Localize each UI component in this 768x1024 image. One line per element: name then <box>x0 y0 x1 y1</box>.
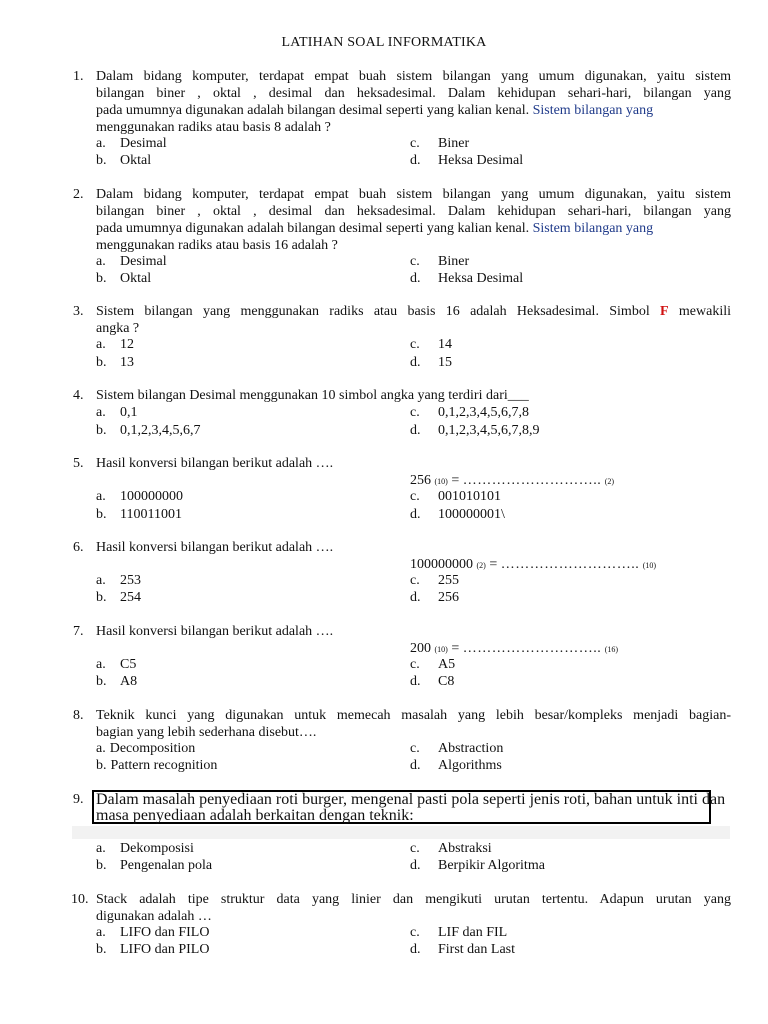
option-text: First dan Last <box>438 942 515 957</box>
question-number: 4. <box>73 388 84 403</box>
formula-from-base: (10) <box>434 477 448 486</box>
option-letter: b. <box>96 942 107 957</box>
question-line-part: Sistem bilangan yang menggunakan radiks atau basis 16 adalah Heksadesimal. Simbol <box>96 304 650 319</box>
option-d[interactable] <box>410 941 515 958</box>
option-a[interactable] <box>96 656 136 673</box>
question-text <box>96 387 731 404</box>
option-letter: c. <box>410 136 420 151</box>
question-line: masa penyediaan adalah berkaitan dengan teknik: <box>96 807 414 824</box>
option-letter: b. <box>96 674 107 689</box>
question-line: angka ? <box>96 321 140 336</box>
question-number: 9. <box>73 792 84 807</box>
option-text: Algorithms <box>438 758 502 773</box>
option-text: C8 <box>438 674 455 689</box>
option-letter: a. <box>96 489 106 504</box>
option-text: Heksa Desimal <box>438 271 524 286</box>
option-d[interactable] <box>410 422 540 439</box>
document-title: LATIHAN SOAL INFORMATIKA <box>281 35 487 50</box>
question-line-part: F <box>660 304 669 319</box>
option-letter: b. <box>96 423 107 438</box>
question-line: Hasil konversi bilangan berikut adalah …. <box>96 624 334 639</box>
question-line: Stack adalah tipe struktur data yang linier dan mengikuti urutan tertentu. Adapun urutan yang <box>96 892 731 907</box>
option-letter: d. <box>410 507 421 522</box>
question-line <box>96 303 731 320</box>
option-text: 100000001\ <box>438 507 505 522</box>
option-text: 0,1,2,3,4,5,6,7,8,9 <box>438 423 540 438</box>
option-letter: a. <box>96 925 106 940</box>
option-a[interactable] <box>96 336 134 353</box>
option-d[interactable] <box>410 673 454 690</box>
option-text: 0,1,2,3,4,5,6,7 <box>120 423 201 438</box>
option-letter: c. <box>410 405 420 420</box>
option-a[interactable] <box>96 840 194 857</box>
question-9-box <box>92 790 726 824</box>
question-line: Hasil konversi bilangan berikut adalah …. <box>96 456 334 471</box>
option-letter: c. <box>410 337 420 352</box>
option-text: 0,1,2,3,4,5,6,7,8 <box>438 405 529 420</box>
option-c[interactable] <box>410 404 529 421</box>
question-text <box>96 186 731 254</box>
formula-blank: ……………………….. <box>462 473 602 488</box>
option-letter: d. <box>410 153 421 168</box>
question-text <box>96 303 731 337</box>
option-d[interactable] <box>410 270 523 287</box>
option-text: Pattern recognition <box>110 758 218 773</box>
option-text: C5 <box>120 657 137 672</box>
option-text: Desimal <box>120 136 167 151</box>
formula-equals: = <box>451 473 460 488</box>
option-c[interactable] <box>410 135 469 152</box>
question-line: menggunakan radiks atau basis 8 adalah ? <box>96 120 331 135</box>
option-text: 253 <box>120 573 141 588</box>
option-letter: b. <box>96 858 107 873</box>
formula-from-base: (10) <box>434 645 448 654</box>
question-line: Sistem bilangan Desimal menggunakan 10 simbol angka yang terdiri dari___ <box>96 388 529 403</box>
option-letter: a. <box>96 136 106 151</box>
option-letter: a. <box>96 841 106 856</box>
option-c[interactable] <box>410 572 459 589</box>
option-letter: d. <box>410 942 421 957</box>
option-b[interactable] <box>96 422 201 439</box>
question-line: digunakan adalah … <box>96 909 212 924</box>
option-d[interactable] <box>410 757 502 774</box>
question-text <box>96 539 731 556</box>
question-line: bagian yang lebih sederhana disebut…. <box>96 725 317 740</box>
formula-from-base: (2) <box>476 561 486 570</box>
formula-to-base: (16) <box>604 645 619 654</box>
option-letter: d. <box>410 423 421 438</box>
question-number: 10. <box>71 892 89 907</box>
option-a[interactable] <box>96 253 167 270</box>
option-d[interactable] <box>410 589 459 606</box>
option-letter: d. <box>410 355 421 370</box>
formula-value: 200 <box>410 641 431 656</box>
option-text: LIFO dan PILO <box>120 942 210 957</box>
option-text: LIFO dan FILO <box>120 925 210 940</box>
option-letter: b. <box>96 271 107 286</box>
question-line: Dalam masalah penyediaan roti burger, mengenal pasti pola seperti jenis roti, bahan untuk inti dan <box>96 791 726 808</box>
option-text: 100000000 <box>120 489 183 504</box>
formula-equals: = <box>489 557 498 572</box>
option-b[interactable] <box>96 354 134 371</box>
formula-to-base: (2) <box>604 477 615 486</box>
option-c[interactable] <box>410 336 452 353</box>
option-c[interactable] <box>410 253 469 270</box>
option-text: 0,1 <box>120 405 138 420</box>
option-text: Oktal <box>120 271 152 286</box>
option-text: A5 <box>438 657 456 672</box>
option-letter: d. <box>410 271 421 286</box>
option-text: 110011001 <box>120 507 182 522</box>
option-b[interactable] <box>96 506 182 523</box>
option-letter: b. <box>96 507 107 522</box>
option-letter: b. <box>96 758 107 773</box>
option-text: 14 <box>438 337 452 352</box>
question-line-part: mewakili <box>678 304 732 319</box>
option-letter: c. <box>410 741 420 756</box>
option-text: Desimal <box>120 254 167 269</box>
option-text: Biner <box>438 136 470 151</box>
option-d[interactable] <box>410 506 505 523</box>
option-text: 254 <box>120 590 141 605</box>
option-b[interactable] <box>96 270 151 287</box>
question-number: 1. <box>73 69 84 84</box>
question-number: 5. <box>73 456 84 471</box>
question-number: 3. <box>73 304 84 319</box>
formula-blank: ……………………….. <box>462 641 602 656</box>
option-text: Heksa Desimal <box>438 153 524 168</box>
question-text <box>96 623 731 640</box>
option-text: A8 <box>120 674 138 689</box>
option-letter: a. <box>96 405 106 420</box>
option-text: LIF dan FIL <box>438 925 508 940</box>
option-text: Pengenalan pola <box>120 858 213 873</box>
option-text: Berpikir Algoritma <box>438 858 545 873</box>
question-text <box>96 891 731 925</box>
option-a[interactable] <box>96 740 195 757</box>
question-line: bilangan biner , oktal , desimal dan heksadesimal. Dalam kehidupan sehari-hari, bilangan yang <box>96 86 731 101</box>
option-letter: c. <box>410 925 420 940</box>
option-b[interactable] <box>96 152 151 169</box>
option-a[interactable] <box>96 488 183 505</box>
option-c[interactable] <box>410 740 503 757</box>
question-text <box>96 68 731 136</box>
option-text: Biner <box>438 254 470 269</box>
question-line: Hasil konversi bilangan berikut adalah …. <box>96 540 334 555</box>
option-letter: d. <box>410 758 421 773</box>
option-text: Oktal <box>120 153 152 168</box>
option-d[interactable] <box>410 354 452 371</box>
question-line: bilangan biner , oktal , desimal dan heksadesimal. Dalam kehidupan sehari-hari, bilangan yang <box>96 204 731 219</box>
option-letter: a. <box>96 337 106 352</box>
option-d[interactable] <box>410 152 523 169</box>
option-letter: d. <box>410 858 421 873</box>
question-line <box>96 220 731 237</box>
option-b[interactable] <box>96 857 212 874</box>
formula-blank: ……………………….. <box>500 557 640 572</box>
option-text: Abstraksi <box>438 841 492 856</box>
question-line: Dalam bidang komputer, terdapat empat buah sistem bilangan yang umum digunakan, yaitu sistem <box>96 69 731 84</box>
option-letter: a. <box>96 741 106 756</box>
option-text: 256 <box>438 590 459 605</box>
question-line: Dalam bidang komputer, terdapat empat buah sistem bilangan yang umum digunakan, yaitu sistem <box>96 187 731 202</box>
option-c[interactable] <box>410 488 501 505</box>
option-b[interactable] <box>96 673 137 690</box>
option-letter: c. <box>410 573 420 588</box>
option-letter: b. <box>96 590 107 605</box>
question-number: 8. <box>73 708 84 723</box>
formula-to-base: (10) <box>642 561 657 570</box>
option-d[interactable] <box>410 857 545 874</box>
option-letter: c. <box>410 657 420 672</box>
option-a[interactable] <box>96 135 167 152</box>
option-text: 001010101 <box>438 489 501 504</box>
option-a[interactable] <box>96 572 141 589</box>
option-c[interactable] <box>410 840 492 857</box>
option-b[interactable] <box>96 941 209 958</box>
option-text: Decomposition <box>109 741 196 756</box>
option-letter: d. <box>410 590 421 605</box>
formula-equals: = <box>451 641 460 656</box>
option-letter: a. <box>96 657 106 672</box>
option-text: 15 <box>438 355 452 370</box>
formula-value: 100000000 <box>410 557 473 572</box>
question-number: 2. <box>73 187 84 202</box>
question-text <box>96 455 731 472</box>
option-c[interactable] <box>410 924 507 941</box>
option-text: Dekomposisi <box>120 841 194 856</box>
shaded-band <box>72 826 730 839</box>
option-letter: a. <box>96 254 106 269</box>
option-letter: a. <box>96 573 106 588</box>
question-line-part: Sistem bilangan yang <box>532 221 654 236</box>
question-line-part: pada umumnya digunakan adalah bilangan desimal seperti yang kalian kenal. <box>96 103 530 118</box>
option-letter: b. <box>96 355 107 370</box>
option-text: 255 <box>438 573 459 588</box>
question-line: Teknik kunci yang digunakan untuk memecah masalah yang lebih besar/kompleks menjadi bagian- <box>96 708 731 723</box>
option-letter: b. <box>96 153 107 168</box>
option-letter: c. <box>410 841 420 856</box>
option-c[interactable] <box>410 656 455 673</box>
option-b[interactable] <box>96 589 141 606</box>
option-letter: d. <box>410 674 421 689</box>
option-b[interactable] <box>96 757 217 774</box>
question-line-part: Sistem bilangan yang <box>532 103 654 118</box>
question-number: 7. <box>73 624 84 639</box>
option-a[interactable] <box>96 404 138 421</box>
option-text: Abstraction <box>438 741 504 756</box>
formula-value: 256 <box>410 473 431 488</box>
option-text: 13 <box>120 355 134 370</box>
option-a[interactable] <box>96 924 209 941</box>
option-letter: c. <box>410 254 420 269</box>
question-line <box>96 102 731 119</box>
question-line-part: pada umumnya digunakan adalah bilangan desimal seperti yang kalian kenal. <box>96 221 530 236</box>
option-letter: c. <box>410 489 420 504</box>
option-text: 12 <box>120 337 134 352</box>
question-text <box>96 707 731 741</box>
question-number: 6. <box>73 540 84 555</box>
question-line: menggunakan radiks atau basis 16 adalah ? <box>96 238 338 253</box>
